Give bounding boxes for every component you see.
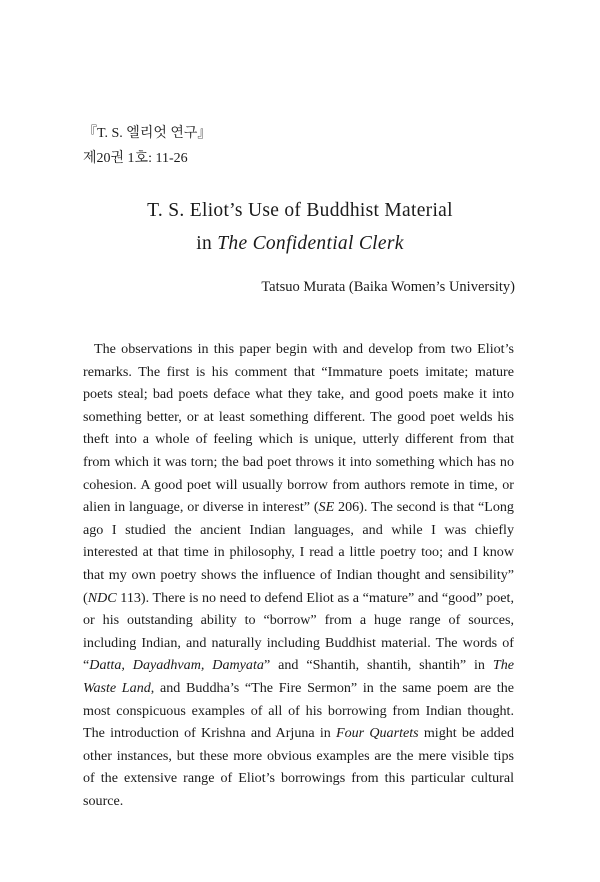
body-text-segment: 113). There is no need to defend Eliot as a “mature” and “good” poet, or his outstanding ability to “borrow” from a huge range of sources, including Indian, and naturally including Buddhist material. The words of “ xyxy=(83,589,514,674)
title-line-2-prefix: in xyxy=(196,233,218,254)
citation-abbrev: SE xyxy=(318,499,335,516)
body-text-segment: The observations in this paper begin with and develop from two Eliot’s remarks. The first is his comment that “Immature poets imitate; mature poets steal; bad poets deface what they take, and good poets make it into something better, or at least something different. The good poet welds his theft into a whole of feeling which is unique, utterly different from that from which it was torn; the bad poet throws it into something which has no cohesion. A good poet will usually borrow from authors remote in time, or alien in language, or diverse in interest” ( xyxy=(83,341,514,516)
journal-issue: 제20권 1호: 11-26 xyxy=(83,151,188,166)
body-text-segment: might be added other instances, but these more obvious examples are the mere visible tips of the extensive range of Eliot’s borrowings from this particular cultural source. xyxy=(83,725,515,809)
body-text-segment: ” and “Shantih, shantih, shantih” in xyxy=(263,657,493,674)
title-italic-work: The Confidential Clerk xyxy=(217,233,404,254)
paper-title xyxy=(0,194,600,260)
body-paragraph xyxy=(83,338,514,812)
journal-header xyxy=(83,121,211,171)
title-line-2 xyxy=(0,227,600,260)
italic-work-title: The Waste Land xyxy=(83,657,514,696)
italic-quote: Datta, Dayadhvam, Damyata xyxy=(89,657,264,674)
author-affiliation: Tatsuo Murata (Baika Women’s University) xyxy=(261,279,515,295)
title-line-1: T. S. Eliot’s Use of Buddhist Material xyxy=(147,200,453,221)
body-text-segment: , and Buddha’s “The Fire Sermon” in the same poem are the most conspicuous examples of all of his borrowing from Indian thought. The introduction of Krishna and Arjuna in xyxy=(83,680,515,742)
citation-abbrev: NDC xyxy=(87,589,117,606)
body-text-segment: 206). The second is that “Long ago I studied the ancient Indian languages, and while I was chiefly interested at that time in philosophy, I read a little poetry too; and I know that my own poetry shows the influence of Indian thought and sensibility” ( xyxy=(83,499,514,606)
journal-name: 『T. S. 엘리엇 연구』 xyxy=(83,126,212,141)
italic-work-title: Four Quartets xyxy=(335,725,419,742)
